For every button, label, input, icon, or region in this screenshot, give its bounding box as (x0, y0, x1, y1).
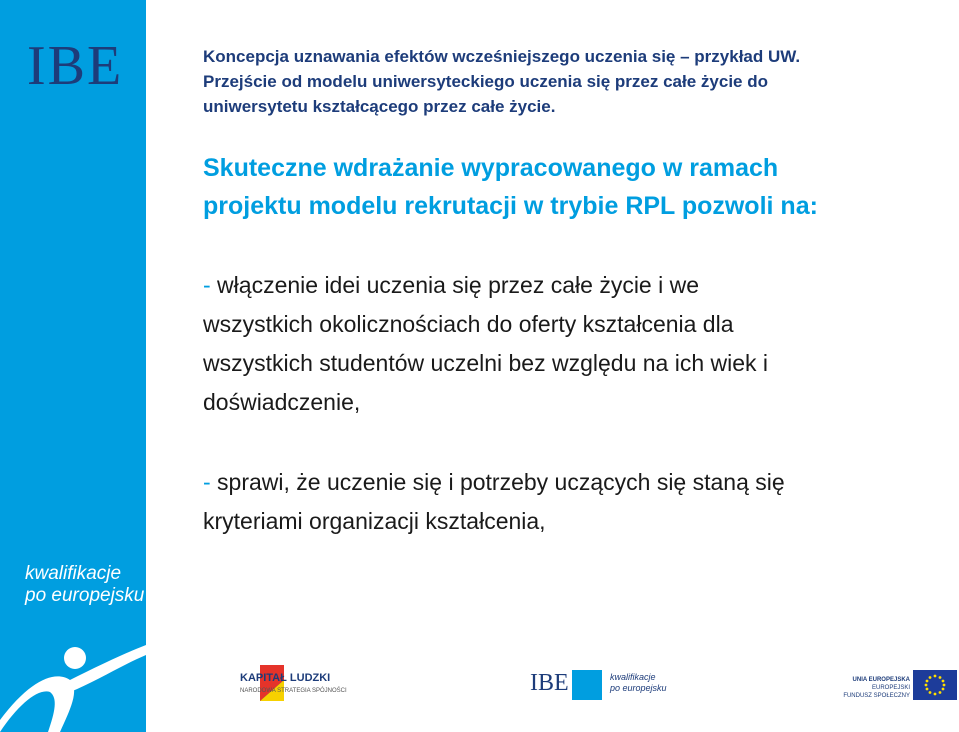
footer-kpe-line1: kwalifikacje (610, 672, 656, 682)
eu-flag-icon (913, 670, 957, 700)
bullet-item-2 (203, 463, 948, 541)
kapital-ludzki-title: KAPITAŁ LUDZKI (240, 672, 331, 684)
header-line1: Koncepcja uznawania efektów wcześniejszego uczenia się – przykład UW. (203, 47, 801, 66)
bullet-line: doświadczenie, (203, 389, 361, 415)
bullet-text: sprawi, że uczenie się i potrzeby uczących się staną się (210, 469, 785, 495)
header-line3: uniwersytetu kształcącego przez całe życie. (203, 97, 556, 116)
kapital-ludzki-subtitle: NARODOWA STRATEGIA SPÓJNOŚCI (240, 688, 347, 694)
bullet-line (203, 463, 948, 502)
bullet-text: włączenie idei uczenia się przez całe życie i we (210, 272, 700, 298)
bullet-line: kryteriami organizacji kształcenia, (203, 508, 546, 534)
bullet-dash: - (203, 272, 211, 298)
footer-kpe-line2: po europejsku (610, 683, 667, 693)
eu-stars-icon (913, 670, 957, 700)
bullet-line: wszystkich okolicznościach do oferty kształcenia dla (203, 311, 734, 337)
sidebar (0, 0, 146, 732)
eu-title: UNIA EUROPEJSKA (852, 677, 910, 683)
bullet-line: wszystkich studentów uczelni bez względu na ich wiek i (203, 350, 769, 376)
ibe-logo: IBE (27, 35, 124, 97)
footer-kpe-text (610, 672, 667, 694)
slide-subtitle (203, 149, 923, 225)
header-line2: Przejście od modelu uniwersyteckiego uczenia się przez całe życie do (203, 72, 768, 91)
eu-line3: FUNDUSZ SPOŁECZNY (843, 693, 910, 699)
footer-ibe-text: IBE (530, 670, 569, 696)
bullet-dash: - (203, 469, 211, 495)
eu-text (840, 676, 910, 700)
subtitle-line1: Skuteczne wdrażanie wypracowanego w ramach (203, 154, 779, 182)
slide-header (203, 44, 923, 119)
subtitle-line2: projektu modelu rekrutacji w trybie RPL pozwoli na: (203, 192, 818, 220)
footer-ibe-logo (530, 670, 569, 697)
brand-line2: po europejsku (25, 585, 145, 606)
person-figure-icon (0, 600, 146, 732)
brand-line1: kwalifikacje (25, 563, 122, 584)
bullet-item-1 (203, 266, 948, 422)
bullet-line (203, 266, 948, 305)
kapital-ludzki-logo-icon (200, 660, 350, 710)
eu-line2: EUROPEJSKI (871, 685, 910, 691)
footer-kpe-box-icon (572, 670, 602, 700)
